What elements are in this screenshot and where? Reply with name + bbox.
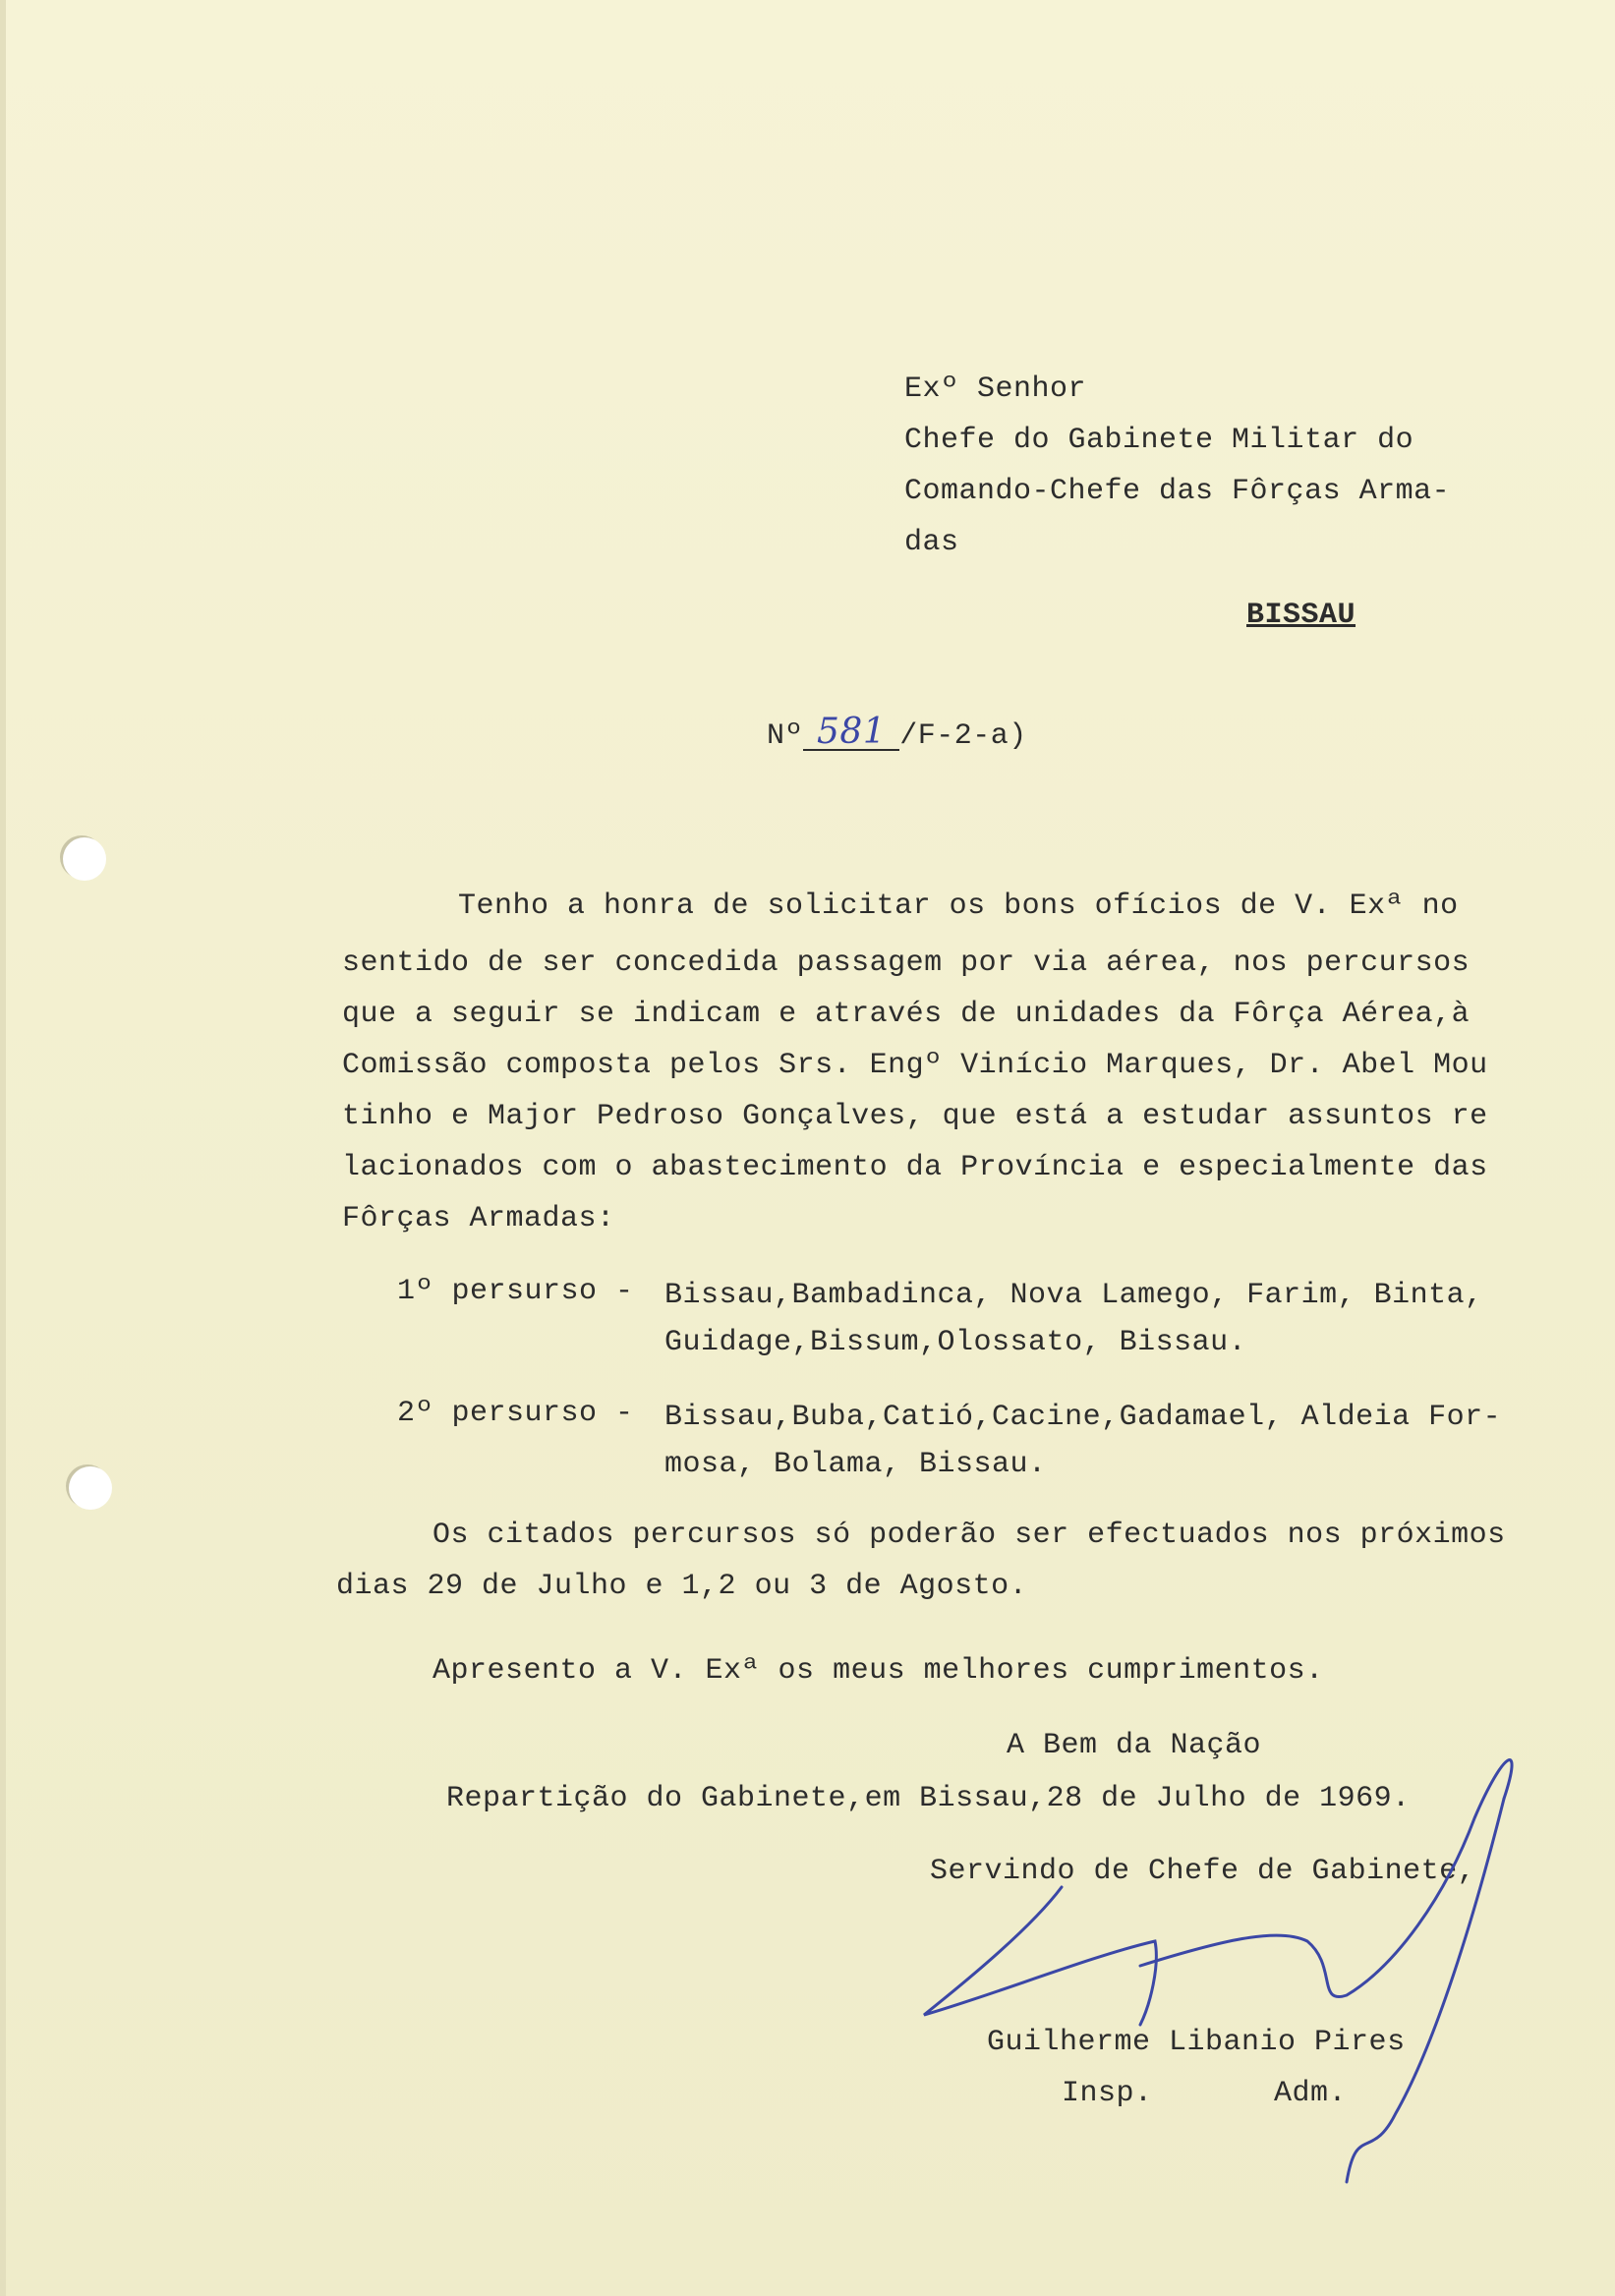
paragraph-1-line-4: Comissão composta pelos Srs. Engº Vinício Marques, Dr. Abel Mou — [342, 1049, 1488, 1082]
recipient-line-2: Chefe do Gabinete Militar do — [904, 424, 1414, 457]
route-2-line-1: Bissau,Buba,Catió,Cacine,Gadamael, Aldeia For- — [664, 1401, 1502, 1434]
signatory-title-left: Insp. — [1062, 2077, 1153, 2110]
paragraph-1-line-1: Tenho a honra de solicitar os bons ofícios de V. Exª no — [458, 890, 1459, 923]
signature-stroke-3 — [1347, 1799, 1504, 2182]
paragraph-1-line-2: sentido de ser concedida passagem por via aérea, nos percursos — [342, 947, 1471, 980]
recipient-line-4: das — [904, 526, 959, 559]
closing-role: Servindo de Chefe de Gabinete, — [930, 1855, 1476, 1888]
paragraph-1-line-6: lacionados com o abastecimento da Província e especialmente das — [342, 1151, 1488, 1184]
paragraph-2-line-2: dias 29 de Julho e 1,2 ou 3 de Agosto. — [336, 1570, 1028, 1603]
route-1-label: 1º persurso - — [397, 1275, 634, 1308]
paragraph-1-line-7: Fôrças Armadas: — [342, 1202, 615, 1235]
signatory-title-right: Adm. — [1274, 2077, 1348, 2110]
paragraph-2-line-1: Os citados percursos só poderão ser efectuados nos próximos — [433, 1519, 1506, 1552]
paragraph-1-line-3: que a seguir se indicam e através de unidades da Fôrça Aérea,à — [342, 998, 1471, 1031]
reference-suffix: /F-2-a) — [899, 719, 1027, 753]
paragraph-3: Apresento a V. Exª os meus melhores cumprimentos. — [433, 1654, 1324, 1688]
route-1-line-2: Guidage,Bissum,Olossato, Bissau. — [664, 1326, 1247, 1359]
closing-place-date: Repartição do Gabinete,em Bissau,28 de Julho de 1969. — [446, 1782, 1411, 1815]
signature-stroke — [924, 1887, 1156, 2025]
reference-prefix: Nº — [767, 719, 804, 753]
route-2-label: 2º persurso - — [397, 1397, 634, 1430]
recipient-salutation: Exº Senhor — [904, 373, 1087, 406]
recipient-line-3: Comando-Chefe das Fôrças Arma- — [904, 475, 1451, 508]
signatory-name: Guilherme Libanio Pires — [987, 2026, 1406, 2059]
signature-stroke-2 — [1140, 1760, 1512, 1997]
route-1-line-1: Bissau,Bambadinca, Nova Lamego, Farim, Binta, — [664, 1279, 1483, 1312]
route-2-line-2: mosa, Bolama, Bissau. — [664, 1448, 1047, 1481]
recipient-city: BISSAU — [1246, 599, 1356, 632]
closing-motto: A Bem da Nação — [1007, 1729, 1262, 1762]
reference-handwritten-number: 581 — [803, 716, 899, 751]
paragraph-1-line-5: tinho e Major Pedroso Gonçalves, que está a estudar assuntos re — [342, 1100, 1488, 1133]
